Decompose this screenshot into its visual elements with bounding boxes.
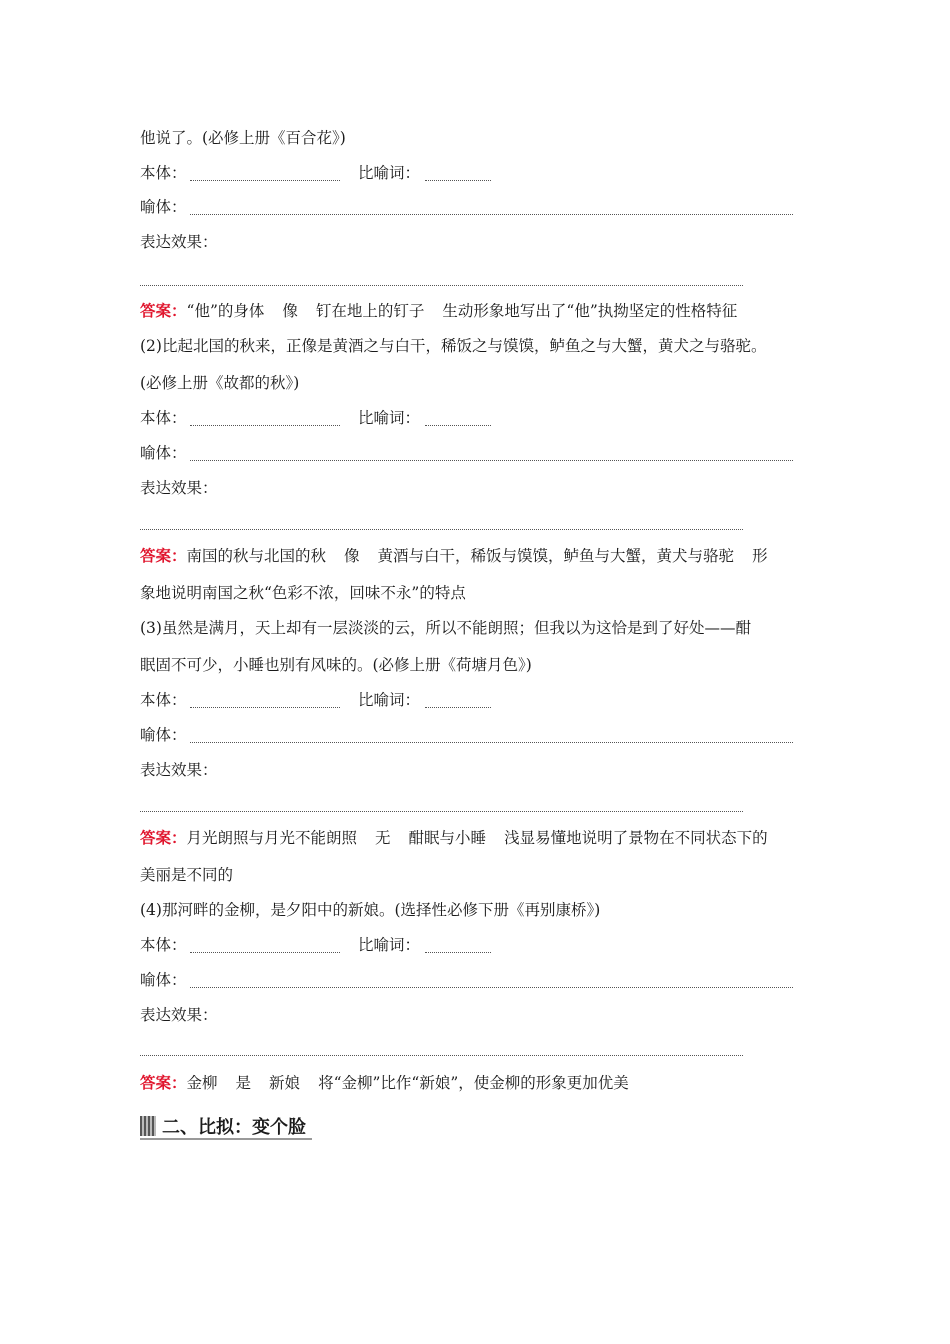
answer-part: 酣眠与小睡 (408, 829, 487, 847)
effect-label: 表达效果： (140, 479, 218, 497)
answer-part: 像 (282, 302, 298, 320)
tenor-blank (190, 707, 340, 708)
answer-continuation: 美丽是不同的 (140, 866, 234, 884)
vehicle-blank (190, 987, 793, 988)
answer-label: 答案： (140, 1073, 187, 1092)
comparator-label: 比喻词： (358, 936, 421, 954)
answer-part: 将“金柳”比作“新娘”，使金柳的形象更加优美 (318, 1074, 629, 1092)
answer-continuation: 象地说明南国之秋“色彩不浓，回味不永”的特点 (140, 584, 466, 602)
answer-part: 生动形象地写出了“他”执拗坚定的性格特征 (442, 302, 738, 320)
tenor-label: 本体： (140, 691, 187, 709)
answer-part: 月光朗照与月光不能朗照 (186, 829, 358, 847)
tenor-blank (190, 180, 340, 181)
comparator-label: 比喻词： (358, 691, 421, 709)
vehicle-label: 喻体： (140, 198, 187, 216)
vehicle-blank (190, 460, 793, 461)
tenor-blank (190, 425, 340, 426)
effect-label: 表达效果： (140, 1006, 218, 1024)
question-text: (3)虽然是满月，天上却有一层淡淡的云，所以不能朗照；但我以为这恰是到了好处——酣 (140, 619, 751, 637)
answer-label: 答案： (140, 828, 187, 847)
answer-line (140, 828, 768, 848)
effect-label: 表达效果： (140, 761, 218, 779)
answer-label: 答案： (140, 546, 187, 565)
vehicle-label: 喻体： (140, 726, 187, 744)
tenor-blank (190, 952, 340, 953)
answer-part: 南国的秋与北国的秋 (186, 547, 327, 565)
answer-part: 无 (375, 829, 391, 847)
tenor-label: 本体： (140, 409, 187, 427)
answer-part: 像 (344, 547, 360, 565)
answer-part: 形 (752, 547, 768, 565)
tenor-label: 本体： (140, 164, 187, 182)
comparator-label: 比喻词： (358, 409, 421, 427)
answer-label: 答案： (140, 301, 187, 320)
question-text: 眠固不可少，小睡也别有风味的。(必修上册《荷塘月色》) (140, 656, 532, 674)
effect-blank (140, 1055, 743, 1056)
question-text: (2)比起北国的秋来，正像是黄酒之与白干，稀饭之与馍馍，鲈鱼之与大蟹，黄犬之与骆驼。 (140, 337, 767, 355)
vehicle-label: 喻体： (140, 971, 187, 989)
answer-part: 钉在地上的钉子 (315, 302, 425, 320)
vehicle-label: 喻体： (140, 444, 187, 462)
effect-blank (140, 285, 743, 286)
answer-part: 是 (235, 1074, 252, 1092)
comparator-blank (425, 707, 491, 708)
section-title: 二、比拟：变个脸 (162, 1117, 306, 1138)
question-text: 他说了。(必修上册《百合花》) (140, 129, 346, 147)
tenor-label: 本体： (140, 936, 187, 954)
answer-line (140, 1073, 629, 1093)
answer-part: 黄酒与白干，稀饭与馍馍，鲈鱼与大蟹，黄犬与骆驼 (377, 547, 735, 565)
section-bar-icon (140, 1116, 156, 1136)
vehicle-blank (190, 214, 793, 215)
answer-part: 浅显易懂地说明了景物在不同状态下的 (504, 829, 768, 847)
vehicle-blank (190, 742, 793, 743)
section-underline (140, 1138, 312, 1140)
answer-part: “他”的身体 (186, 302, 265, 320)
comparator-blank (425, 180, 491, 181)
answer-part: 新娘 (269, 1074, 301, 1092)
effect-blank (140, 529, 743, 530)
answer-line (140, 546, 768, 566)
question-text: (必修上册《故都的秋》) (140, 374, 300, 392)
effect-blank (140, 811, 743, 812)
comparator-blank (425, 952, 491, 953)
effect-label: 表达效果： (140, 233, 218, 251)
answer-line (140, 301, 737, 321)
answer-part: 金柳 (186, 1074, 218, 1092)
question-text: (4)那河畔的金柳，是夕阳中的新娘。(选择性必修下册《再别康桥》) (140, 901, 601, 919)
comparator-blank (425, 425, 491, 426)
comparator-label: 比喻词： (358, 164, 421, 182)
